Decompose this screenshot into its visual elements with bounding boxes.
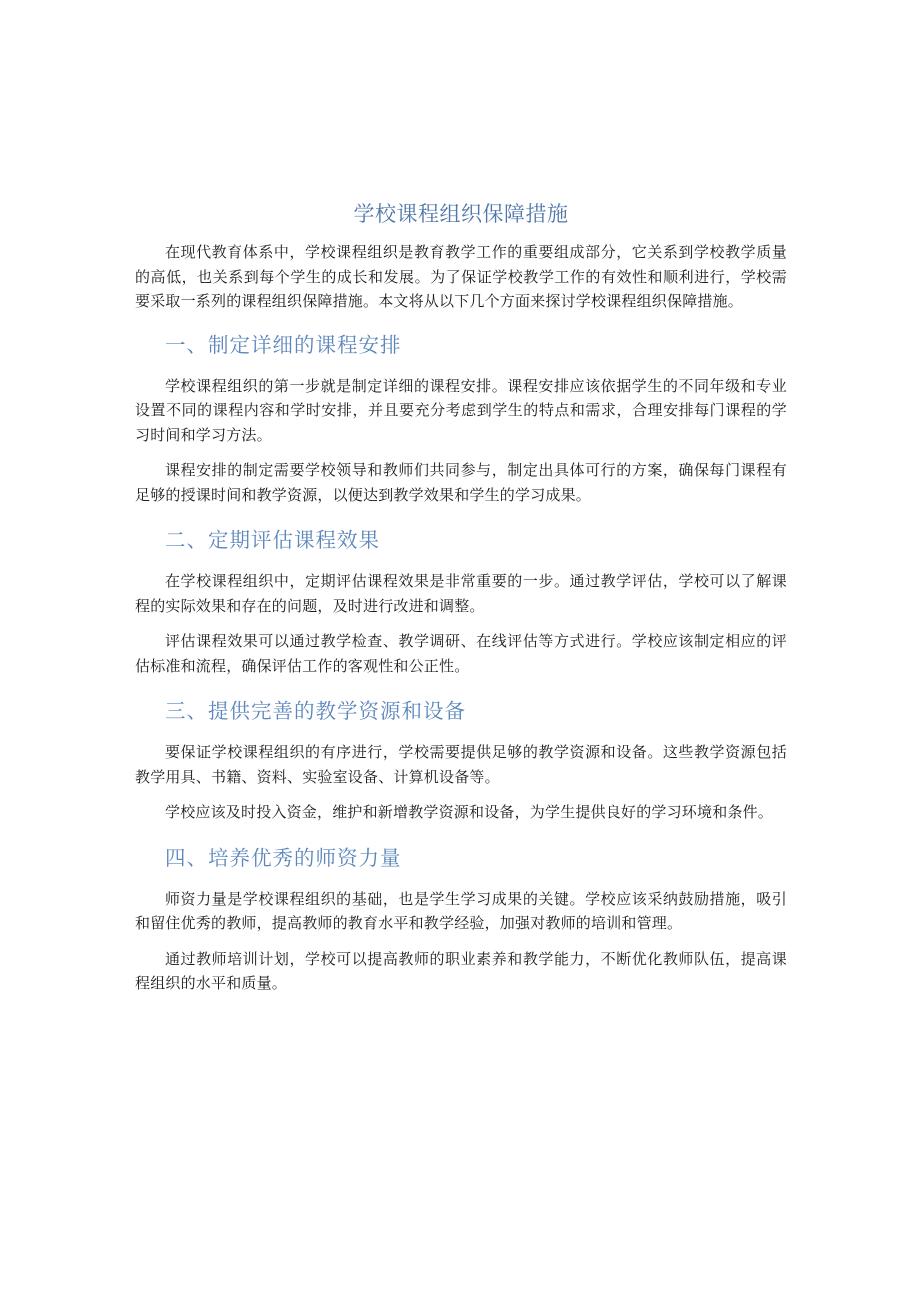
intro-paragraph: 在现代教育体系中，学校课程组织是教育教学工作的重要组成部分，它关系到学校教学质量的高低，也关系到每个学生的成长和发展。为了保证学校教学工作的有效性和顺利进行，学校需要采取一系列的课程组织保障措施。本文将从以下几个方面来探讨学校课程组织保障措施。 <box>135 243 787 310</box>
section-heading: 二、定期评估课程效果 <box>165 528 380 552</box>
section-heading: 三、提供完善的教学资源和设备 <box>165 699 466 723</box>
section-paragraph: 要保证学校课程组织的有序进行，学校需要提供足够的教学资源和设备。这些教学资源包括教学用具、书籍、资料、实验室设备、计算机设备等。 <box>135 743 787 786</box>
section-2 <box>135 525 787 678</box>
document-page <box>135 198 787 1007</box>
page-title: 学校课程组织保障措施 <box>353 202 569 226</box>
section-paragraph: 学校课程组织的第一步就是制定详细的课程安排。课程安排应该依据学生的不同年级和专业设置不同的课程内容和学时安排，并且要充分考虑到学生的特点和需求，合理安排每门课程的学习时间和学习方法。 <box>135 376 787 444</box>
section-paragraph: 在学校课程组织中，定期评估课程效果是非常重要的一步。通过教学评估，学校可以了解课程的实际效果和存在的问题，及时进行改进和调整。 <box>135 572 787 615</box>
section-paragraph: 通过教师培训计划，学校可以提高教师的职业素养和教学能力，不断优化教师队伍，提高课程组织的水平和质量。 <box>135 949 787 992</box>
section-paragraph: 课程安排的制定需要学校领导和教师们共同参与，制定出具体可行的方案，确保每门课程有足够的授课时间和教学资源，以便达到教学效果和学生的学习成果。 <box>135 461 787 504</box>
section-3 <box>135 696 787 825</box>
section-heading: 一、制定详细的课程安排 <box>165 332 402 357</box>
section-paragraph: 学校应该及时投入资金，维护和新增教学资源和设备，为学生提供良好的学习环境和条件。 <box>165 803 774 821</box>
section-paragraph: 评估课程效果可以通过教学检查、教学调研、在线评估等方式进行。学校应该制定相应的评估标准和流程，确保评估工作的客观性和公正性。 <box>135 632 787 675</box>
section-1 <box>135 330 787 508</box>
section-paragraph: 师资力量是学校课程组织的基础，也是学生学习成果的关键。学校应该采纳鼓励措施，吸引和留住优秀的教师，提高教师的教育水平和教学经验，加强对教师的培训和管理。 <box>135 889 787 932</box>
section-heading: 四、培养优秀的师资力量 <box>165 845 402 870</box>
section-4 <box>135 843 787 996</box>
